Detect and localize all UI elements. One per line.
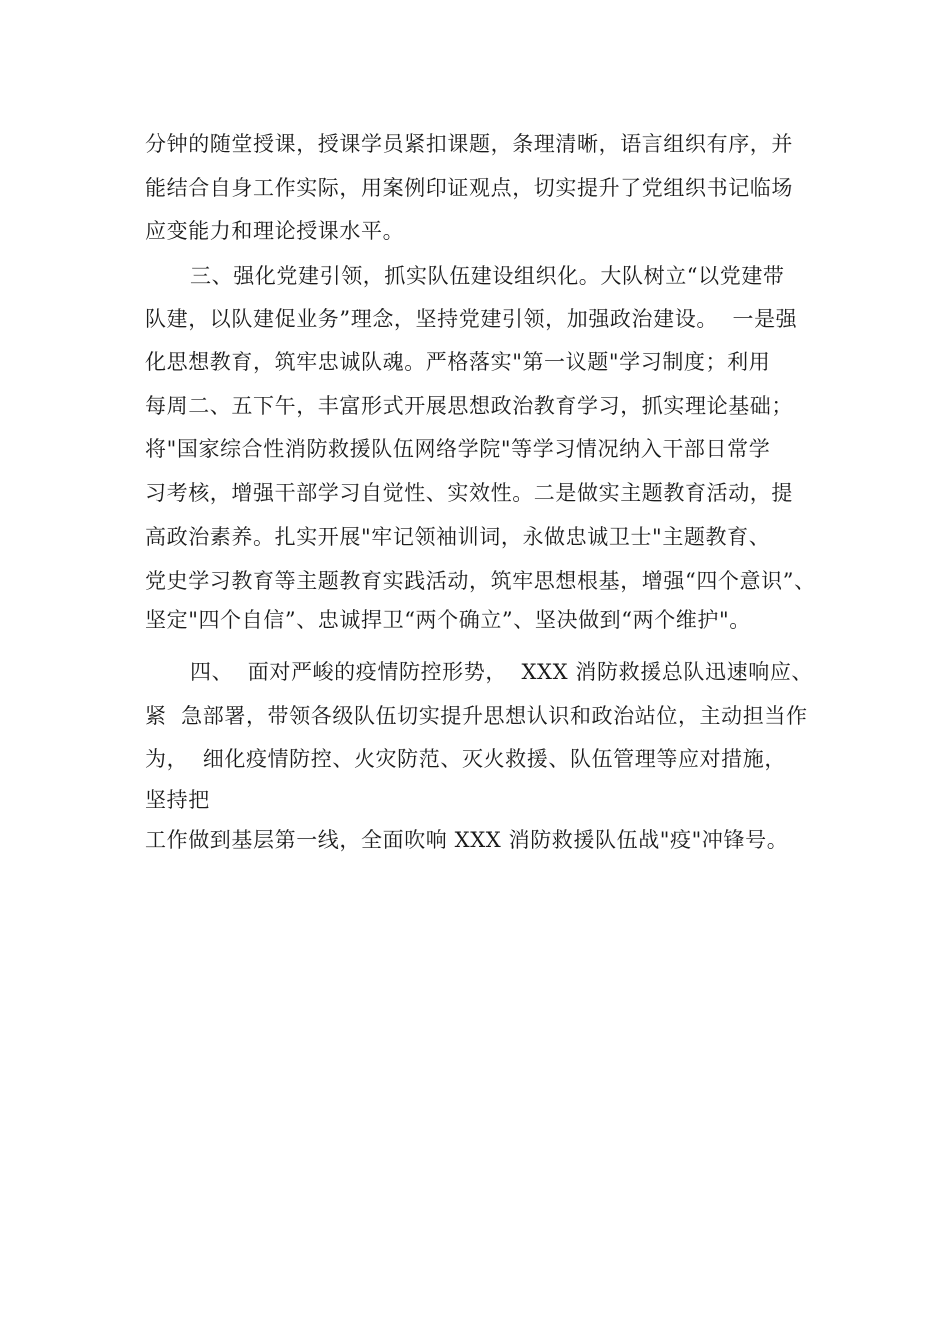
paragraph-3-line-3: 化思想教育，筑牢忠诚队魂。严格落实"第一议题"学习制度；利用: [145, 350, 771, 374]
paragraph-3-line-5: 将"国家综合性消防救援队伍网络学院"等学习情况纳入干部日常学: [145, 437, 771, 461]
paragraph-4-line-4: 坚持把: [145, 788, 210, 812]
paragraph-3-line-7: 高政治素养。扎实开展"牢记领袖训词，永做忠诚卫士"主题教育、: [145, 525, 771, 549]
paragraph-3-line-9: 坚定"四个自信”、忠诚捍卫“两个确立”、坚决做到“两个维护"。: [145, 608, 751, 632]
paragraph-3-line-1: 三、强化党建引领，抓实队伍建设组织化。大队树立“以党建带: [190, 264, 785, 288]
paragraph-3-line-6: 习考核，增强干部学习自觉性、实效性。二是做实主题教育活动，提: [145, 481, 793, 505]
paragraph-2-line-2: 能结合自身工作实际，用案例印证观点，切实提升了党组织书记临场: [145, 176, 793, 200]
paragraph-3-line-8: 党史学习教育等主题教育实践活动，筑牢思想根基，增强“四个意识”、: [145, 569, 816, 593]
paragraph-2-line-3: 应变能力和理论授课水平。: [145, 219, 405, 243]
paragraph-3-line-4: 每周二、五下午，丰富形式开展思想政治教育学习，抓实理论基础；: [145, 394, 793, 418]
paragraph-4-line-2: 紧 急部署，带领各级队伍切实提升思想认识和政治站位，主动担当作: [145, 704, 808, 728]
paragraph-4-line-3: 为， 细化疫情防控、火灾防范、灭火救援、队伍管理等应对措施，: [145, 747, 786, 771]
paragraph-2-line-1: 分钟的随堂授课，授课学员紧扣课题，条理清晰，语言组织有序，并: [145, 132, 793, 156]
paragraph-3-line-2: 队建，以队建促业务”理念，坚持党建引领，加强政治建设。 一是强: [145, 307, 798, 331]
paragraph-4-line-1: 四、 面对严峻的疫情防控形势， XXX 消防救援总队迅速响应、: [190, 660, 814, 684]
paragraph-4-line-5: 工作做到基层第一线，全面吹响 XXX 消防救援队伍战"疫"冲锋号。: [145, 828, 789, 852]
